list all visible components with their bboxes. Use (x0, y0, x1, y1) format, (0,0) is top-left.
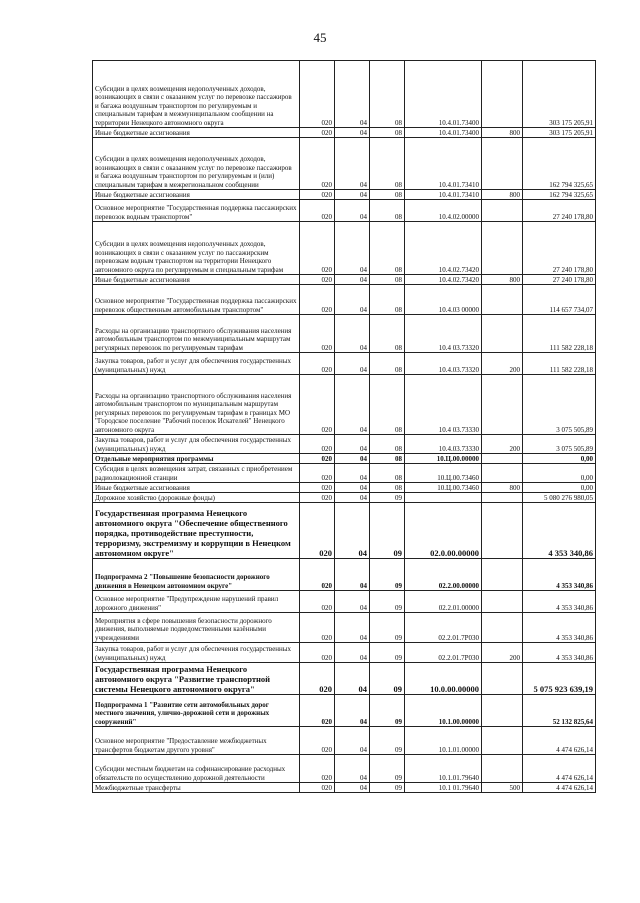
gl-code-cell: 020 (300, 138, 335, 190)
expense-type-cell (482, 61, 523, 128)
row-name-cell: Расходы на организацию транспортного обслуживания населения автомобильным транспортом по муниципальным маршрутам регулярных перевозок по регулируемым тарифам в границах МО "Городское поселение "Рабочий поселок Искателей" Ненецкого автономного округа (93, 375, 300, 435)
expense-type-cell (482, 559, 523, 591)
target-article-cell: 10.4.03 00000 (405, 285, 482, 315)
target-article-cell: 10.1.00.00000 (405, 695, 482, 727)
subsection-code-cell: 09 (370, 559, 405, 591)
amount-cell: 0,00 (523, 483, 596, 493)
gl-code-cell: 020 (300, 285, 335, 315)
row-name-cell: Подпрограмма 2 "Повышение безопасности дорожного движения в Ненецком автономном округе" (93, 559, 300, 591)
subsection-code-cell: 09 (370, 643, 405, 663)
table-row (93, 285, 596, 315)
target-article-cell (405, 493, 482, 503)
section-code-cell: 04 (335, 483, 370, 493)
row-name-cell: Субсидии в целях возмещения недополученных доходов, возникающих в связи с оказанием услуг по перевозке пассажиров и багажа воздушным транспортом по регулируемым и специальным тарифам в межмуниципальном сообщении на территории Ненецкого автономного округа (93, 61, 300, 128)
section-code-cell: 04 (335, 285, 370, 315)
expense-type-cell: 800 (482, 483, 523, 493)
gl-code-cell: 020 (300, 128, 335, 138)
amount-cell: 4 353 340,86 (523, 559, 596, 591)
expense-type-cell (482, 200, 523, 222)
subsection-code-cell: 09 (370, 695, 405, 727)
expense-type-cell: 800 (482, 190, 523, 200)
target-article-cell: 10.1 01.79640 (405, 783, 482, 793)
gl-code-cell: 020 (300, 275, 335, 285)
subsection-code-cell: 08 (370, 315, 405, 353)
target-article-cell: 02.2.01.00000 (405, 591, 482, 613)
table-row (93, 503, 596, 559)
expense-type-cell (482, 454, 523, 464)
page-number: 45 (313, 30, 327, 45)
subsection-code-cell: 09 (370, 591, 405, 613)
row-name-cell: Субсидии в целях возмещения недополученных доходов, возникающих в связи с оказанием услуг по перевозке пассажиров и багажа воздушным транспортом по регулируемым и (или) специальным тарифам в межрегиональном сообщении (93, 138, 300, 190)
table-row (93, 190, 596, 200)
gl-code-cell: 020 (300, 783, 335, 793)
expense-type-cell (482, 493, 523, 503)
section-code-cell: 04 (335, 727, 370, 755)
table-row (93, 61, 596, 128)
target-article-cell: 10.1.01.79640 (405, 755, 482, 783)
amount-cell: 303 175 205,91 (523, 128, 596, 138)
section-code-cell: 04 (335, 315, 370, 353)
expense-type-cell: 200 (482, 353, 523, 375)
gl-code-cell: 020 (300, 464, 335, 483)
subsection-code-cell: 08 (370, 464, 405, 483)
table-row (93, 138, 596, 190)
section-code-cell: 04 (335, 503, 370, 559)
gl-code-cell: 020 (300, 200, 335, 222)
section-code-cell: 04 (335, 591, 370, 613)
subsection-code-cell: 08 (370, 483, 405, 493)
target-article-cell: 10.4.02.73420 (405, 275, 482, 285)
section-code-cell: 04 (335, 559, 370, 591)
subsection-code-cell: 08 (370, 435, 405, 454)
expense-type-cell (482, 591, 523, 613)
subsection-code-cell: 08 (370, 454, 405, 464)
table-row (93, 783, 596, 793)
target-article-cell: 10.4.02.73420 (405, 222, 482, 275)
table-row (93, 493, 596, 503)
row-name-cell: Закупка товаров, работ и услуг для обеспечения государственных (муниципальных) нужд (93, 353, 300, 375)
expense-type-cell (482, 695, 523, 727)
section-code-cell: 04 (335, 783, 370, 793)
section-code-cell: 04 (335, 454, 370, 464)
table-row (93, 315, 596, 353)
section-code-cell: 04 (335, 222, 370, 275)
target-article-cell: 02.0.00.00000 (405, 503, 482, 559)
target-article-cell: 10.4 03.73330 (405, 375, 482, 435)
table-row (93, 275, 596, 285)
target-article-cell: 02.2.01.7Р030 (405, 613, 482, 643)
row-name-cell: Иные бюджетные ассигнования (93, 275, 300, 285)
gl-code-cell: 020 (300, 643, 335, 663)
target-article-cell: 10.Ц.00.73460 (405, 464, 482, 483)
target-article-cell: 10.4.03.73320 (405, 353, 482, 375)
section-code-cell: 04 (335, 61, 370, 128)
subsection-code-cell: 09 (370, 493, 405, 503)
table-row (93, 200, 596, 222)
expense-type-cell: 500 (482, 783, 523, 793)
row-name-cell: Государственная программа Ненецкого автономного округа "Развитие транспортной системы Ненецкого автономного округа" (93, 663, 300, 695)
gl-code-cell: 020 (300, 695, 335, 727)
subsection-code-cell: 09 (370, 613, 405, 643)
row-name-cell: Иные бюджетные ассигнования (93, 128, 300, 138)
target-article-cell: 10.4.01.73400 (405, 61, 482, 128)
gl-code-cell: 020 (300, 503, 335, 559)
section-code-cell: 04 (335, 353, 370, 375)
section-code-cell: 04 (335, 695, 370, 727)
row-name-cell: Субсидии местным бюджетам на софинансирование расходных обязательств по осуществлению дорожной деятельности (93, 755, 300, 783)
section-code-cell: 04 (335, 464, 370, 483)
amount-cell: 4 474 626,14 (523, 727, 596, 755)
budget-table (92, 60, 596, 793)
gl-code-cell: 020 (300, 435, 335, 454)
amount-cell: 4 353 340,86 (523, 503, 596, 559)
subsection-code-cell: 08 (370, 138, 405, 190)
row-name-cell: Отдельные мероприятия программы (93, 454, 300, 464)
amount-cell: 27 240 178,80 (523, 222, 596, 275)
subsection-code-cell: 09 (370, 755, 405, 783)
section-code-cell: 04 (335, 128, 370, 138)
gl-code-cell: 020 (300, 493, 335, 503)
table-row (93, 375, 596, 435)
expense-type-cell (482, 138, 523, 190)
expense-type-cell: 800 (482, 275, 523, 285)
row-name-cell: Государственная программа Ненецкого автономного округа "Обеспечение общественного порядка, противодействие преступности, терроризму, экстремизму и коррупции в Ненецком автономном округе" (93, 503, 300, 559)
amount-cell: 111 582 228,18 (523, 315, 596, 353)
gl-code-cell: 020 (300, 190, 335, 200)
target-article-cell: 10.4.01.73410 (405, 190, 482, 200)
row-name-cell: Расходы на организацию транспортного обслуживания населения автомобильным транспортом по межмуниципальным маршрутам регулярных перевозок по регулируемым тарифам (93, 315, 300, 353)
target-article-cell: 02.2.00.00000 (405, 559, 482, 591)
target-article-cell: 10.Ц.00.73460 (405, 483, 482, 493)
table-row (93, 464, 596, 483)
expense-type-cell (482, 663, 523, 695)
table-row (93, 727, 596, 755)
subsection-code-cell: 08 (370, 61, 405, 128)
amount-cell: 27 240 178,80 (523, 275, 596, 285)
amount-cell: 4 474 626,14 (523, 755, 596, 783)
gl-code-cell: 020 (300, 353, 335, 375)
gl-code-cell: 020 (300, 375, 335, 435)
expense-type-cell (482, 375, 523, 435)
amount-cell: 4 353 340,86 (523, 643, 596, 663)
target-article-cell: 10.Ц.00.00000 (405, 454, 482, 464)
expense-type-cell (482, 464, 523, 483)
table-row (93, 483, 596, 493)
expense-type-cell (482, 222, 523, 275)
row-name-cell: Основное мероприятие "Государственная поддержка пассажирских перевозок водным транспортом" (93, 200, 300, 222)
amount-cell: 111 582 228,18 (523, 353, 596, 375)
gl-code-cell: 020 (300, 483, 335, 493)
expense-type-cell (482, 727, 523, 755)
table-row (93, 435, 596, 454)
amount-cell: 0,00 (523, 464, 596, 483)
expense-type-cell: 200 (482, 435, 523, 454)
section-code-cell: 04 (335, 613, 370, 643)
expense-type-cell (482, 613, 523, 643)
target-article-cell: 10.0.00.00000 (405, 663, 482, 695)
section-code-cell: 04 (335, 138, 370, 190)
amount-cell: 5 080 276 980,05 (523, 493, 596, 503)
table-row (93, 353, 596, 375)
row-name-cell: Субсидии в целях возмещения недополученных доходов, возникающих в связи с оказанием услуг по пассажирским перевозкам водным транспортом на территории Ненецкого автономного округа по регулируемым и специальным тарифам (93, 222, 300, 275)
amount-cell: 0,00 (523, 454, 596, 464)
row-name-cell: Иные бюджетные ассигнования (93, 190, 300, 200)
target-article-cell: 10.4 03.73320 (405, 315, 482, 353)
section-code-cell: 04 (335, 200, 370, 222)
table-row (93, 695, 596, 727)
row-name-cell: Дорожное хозяйство (дорожные фонды) (93, 493, 300, 503)
subsection-code-cell: 08 (370, 190, 405, 200)
expense-type-cell (482, 755, 523, 783)
section-code-cell: 04 (335, 190, 370, 200)
table-row (93, 613, 596, 643)
gl-code-cell: 020 (300, 591, 335, 613)
amount-cell: 3 075 505,89 (523, 435, 596, 454)
section-code-cell: 04 (335, 643, 370, 663)
expense-type-cell: 200 (482, 643, 523, 663)
amount-cell: 3 075 505,89 (523, 375, 596, 435)
gl-code-cell: 020 (300, 454, 335, 464)
subsection-code-cell: 08 (370, 222, 405, 275)
row-name-cell: Закупка товаров, работ и услуг для обеспечения государственных (муниципальных) нужд (93, 643, 300, 663)
target-article-cell: 10.4.01.73400 (405, 128, 482, 138)
expense-type-cell (482, 503, 523, 559)
subsection-code-cell: 08 (370, 128, 405, 138)
target-article-cell: 10.4.03.73330 (405, 435, 482, 454)
subsection-code-cell: 08 (370, 285, 405, 315)
table-row (93, 222, 596, 275)
expense-type-cell: 800 (482, 128, 523, 138)
target-article-cell: 10.1.01.00000 (405, 727, 482, 755)
gl-code-cell: 020 (300, 663, 335, 695)
subsection-code-cell: 09 (370, 503, 405, 559)
row-name-cell: Подпрограмма 1 "Развитие сети автомобильных дорог местного значения, улично-дорожной сети и дорожных сооружений" (93, 695, 300, 727)
table-row (93, 663, 596, 695)
subsection-code-cell: 08 (370, 275, 405, 285)
target-article-cell: 02.2.01.7Р030 (405, 643, 482, 663)
row-name-cell: Закупка товаров, работ и услуг для обеспечения государственных (муниципальных) нужд (93, 435, 300, 454)
expense-type-cell (482, 315, 523, 353)
amount-cell: 303 175 205,91 (523, 61, 596, 128)
gl-code-cell: 020 (300, 315, 335, 353)
amount-cell: 114 657 734,07 (523, 285, 596, 315)
gl-code-cell: 020 (300, 559, 335, 591)
amount-cell: 4 474 626,14 (523, 783, 596, 793)
subsection-code-cell: 09 (370, 727, 405, 755)
section-code-cell: 04 (335, 493, 370, 503)
amount-cell: 5 075 923 639,19 (523, 663, 596, 695)
subsection-code-cell: 09 (370, 663, 405, 695)
amount-cell: 52 132 825,64 (523, 695, 596, 727)
section-code-cell: 04 (335, 663, 370, 695)
amount-cell: 4 353 340,86 (523, 613, 596, 643)
section-code-cell: 04 (335, 435, 370, 454)
row-name-cell: Мероприятия в сфере повышения безопасности дорожного движения, выполняемые подведомственными казёнными учреждениями (93, 613, 300, 643)
row-name-cell: Основное мероприятие "Предупреждение нарушений правил дорожного движения" (93, 591, 300, 613)
table-row (93, 643, 596, 663)
gl-code-cell: 020 (300, 613, 335, 643)
table-row (93, 591, 596, 613)
subsection-code-cell: 08 (370, 353, 405, 375)
section-code-cell: 04 (335, 275, 370, 285)
amount-cell: 4 353 340,86 (523, 591, 596, 613)
table-row (93, 454, 596, 464)
table-row (93, 128, 596, 138)
subsection-code-cell: 08 (370, 375, 405, 435)
gl-code-cell: 020 (300, 727, 335, 755)
gl-code-cell: 020 (300, 61, 335, 128)
subsection-code-cell: 08 (370, 200, 405, 222)
row-name-cell: Иные бюджетные ассигнования (93, 483, 300, 493)
section-code-cell: 04 (335, 755, 370, 783)
target-article-cell: 10.4.02.00000 (405, 200, 482, 222)
amount-cell: 27 240 178,80 (523, 200, 596, 222)
table-row (93, 559, 596, 591)
row-name-cell: Субсидия в целях возмещения затрат, связанных с приобретением радиолокационной станции (93, 464, 300, 483)
row-name-cell: Межбюджетные трансферты (93, 783, 300, 793)
table-row (93, 755, 596, 783)
row-name-cell: Основное мероприятие "Предоставление межбюджетных трансфертов бюджетам другого уровня" (93, 727, 300, 755)
amount-cell: 162 794 325,65 (523, 190, 596, 200)
gl-code-cell: 020 (300, 755, 335, 783)
subsection-code-cell: 09 (370, 783, 405, 793)
amount-cell: 162 794 325,65 (523, 138, 596, 190)
section-code-cell: 04 (335, 375, 370, 435)
row-name-cell: Основное мероприятие "Государственная поддержка пассажирских перевозок общественным автомобильным транспортом" (93, 285, 300, 315)
target-article-cell: 10.4.01.73410 (405, 138, 482, 190)
gl-code-cell: 020 (300, 222, 335, 275)
expense-type-cell (482, 285, 523, 315)
